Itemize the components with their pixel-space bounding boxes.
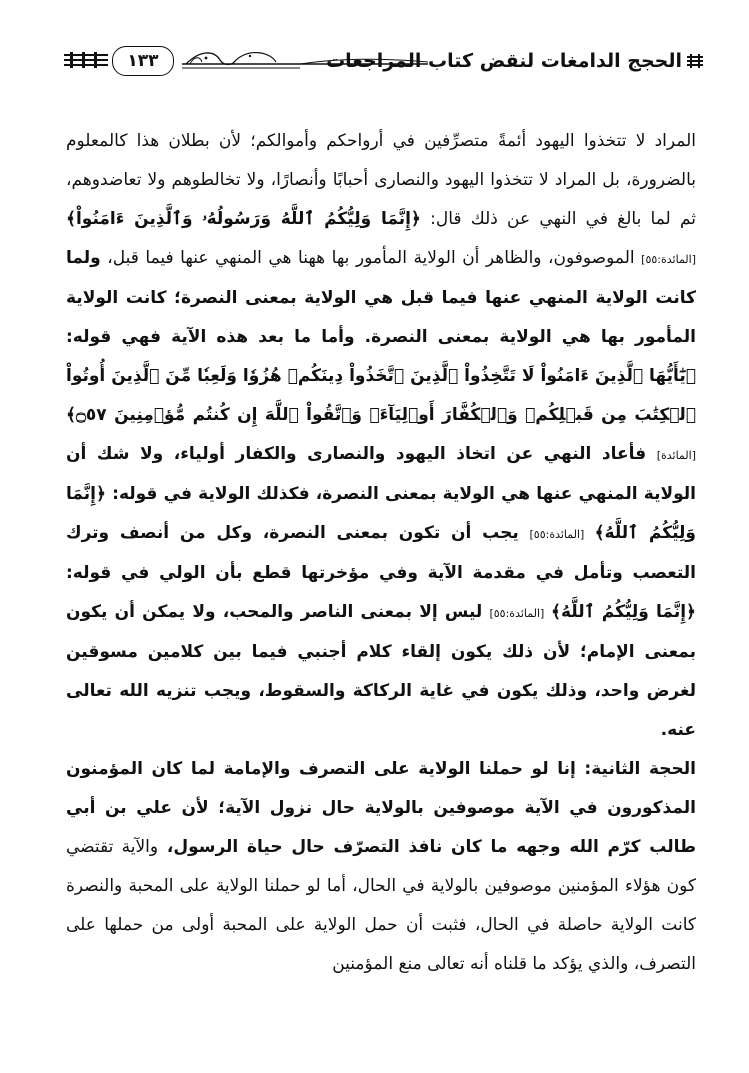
- verse-reference: [المائدة:٥٥]: [529, 528, 585, 541]
- body-text-bold: فأعاد النهي عن اتخاذ اليهود والنصارى والكفار أولياء، ولا شك أن الولاية المنهي عنها هي الولاية بمعنى النصرة، فكذلك الولاية في قوله:: [66, 444, 696, 504]
- header-flourish-icon: [180, 48, 430, 74]
- body-text-bold: ليس إلا بمعنى الناصر والمحب، ولا يمكن أن يكون بمعنى الإمام؛ لأن ذلك يكون إلقاء كلام أجنبي فيما بين كلامين مسوقين لغرض واحد، وذلك يكون في غاية الركاكة والسقوط، ويجب تنزيه الله تعالى عنه.: [66, 602, 696, 740]
- body-text: والآية تقتضي كون هؤلاء المؤمنين موصوفين بالولاية في الحال، أما لو حملنا الولاية على المحبة والنصرة كانت الولاية حاصلة في الحال، فثبت أن حمل الولاية على المحبة أولى من حملها على التصرف، والذي يؤكد ما قلناه أنه تعالى منع المؤمنين: [66, 837, 696, 974]
- running-header: [64, 44, 704, 80]
- verse-reference: [المائدة:٥٥]: [641, 253, 696, 266]
- verse-reference: [المائدة:٥٥]: [489, 607, 545, 620]
- header-ornament-right-icon: [686, 54, 704, 68]
- paragraph-second-argument: [66, 750, 696, 984]
- header-ornament-left-icon: [64, 52, 108, 68]
- section-label: الحجة الثانية:: [584, 759, 696, 779]
- quran-verse: ﴿إِنَّمَا وَلِيُّكُمُ ٱللَّهُ﴾: [551, 602, 696, 622]
- body-text-bold: ولما كانت الولاية المنهي عنها فيما قبل هي الولاية بمعنى النصرة؛ كانت الولاية المأمور بها هي الولاية بمعنى النصرة. وأما ما بعد هذه الآية فهي قوله:: [66, 248, 696, 347]
- quran-verse: ﴿إِنَّمَا وَلِيُّكُمُ ٱللَّهُ وَرَسُولُهُۥ وَٱلَّذِينَ ءَامَنُواْ﴾: [66, 209, 421, 229]
- body-text: المراد لا تتخذوا اليهود أئمةً متصرِّفين في أرواحكم وأموالكم؛ لأن بطلان هذا كالمعلوم بالضرورة، بل المراد لا تتخذوا اليهود والنصارى أحبابًا وأنصارًا، ولا تخالطوهم ولا تعاضدوهم، ثم لما بالغ في النهي عن ذلك قال:: [66, 131, 697, 229]
- page-body: [66, 122, 696, 984]
- paragraph-first-argument: [66, 122, 696, 750]
- body-text: الموصوفون، والظاهر أن الولاية المأمور بها ههنا هي المنهي عنها فيما قبل،: [100, 248, 642, 268]
- verse-reference: [المائدة]: [656, 449, 696, 462]
- body-text-bold: يجب أن تكون بمعنى النصرة، وكل من أنصف وترك التعصب وتأمل في مقدمة الآية وفي مؤخرتها قطع بأن الولي في قوله:: [66, 523, 696, 583]
- book-title: الحجج الدامغات لنقض كتاب المراجعات: [326, 50, 682, 72]
- page-number: ١٣٣: [112, 46, 174, 76]
- body-text-bold: إنا لو حملنا الولاية على التصرف والإمامة لما كان المؤمنون المذكورون في الآية موصوفين بالولاية حال نزول الآية؛ لأن علي بن أبي طالب كرّم الله وجهه ما كان نافذ التصرّف حال حياة الرسول،: [66, 759, 697, 857]
- quran-verse: ﴿إِنَّمَا وَلِيُّكُمُ ٱللَّهُ﴾: [66, 484, 696, 543]
- quran-verse: ﴿يَٰٓأَيُّهَا ٱلَّذِينَ ءَامَنُواْ لَا تَتَّخِذُواْ ٱلَّذِينَ ٱتَّخَذُواْ دِينَكُمۡ هُزُوٗا وَلَعِبٗا مِّنَ ٱلَّذِينَ أُوتُواْ ٱلۡكِتَٰبَ مِن قَبۡلِكُمۡ وَٱلۡكُفَّارَ أَوۡلِيَآءَۚ وَٱتَّقُواْ ٱللَّهَ إِن كُنتُم مُّؤۡمِنِينَ ۝٥٧﴾: [66, 366, 696, 425]
